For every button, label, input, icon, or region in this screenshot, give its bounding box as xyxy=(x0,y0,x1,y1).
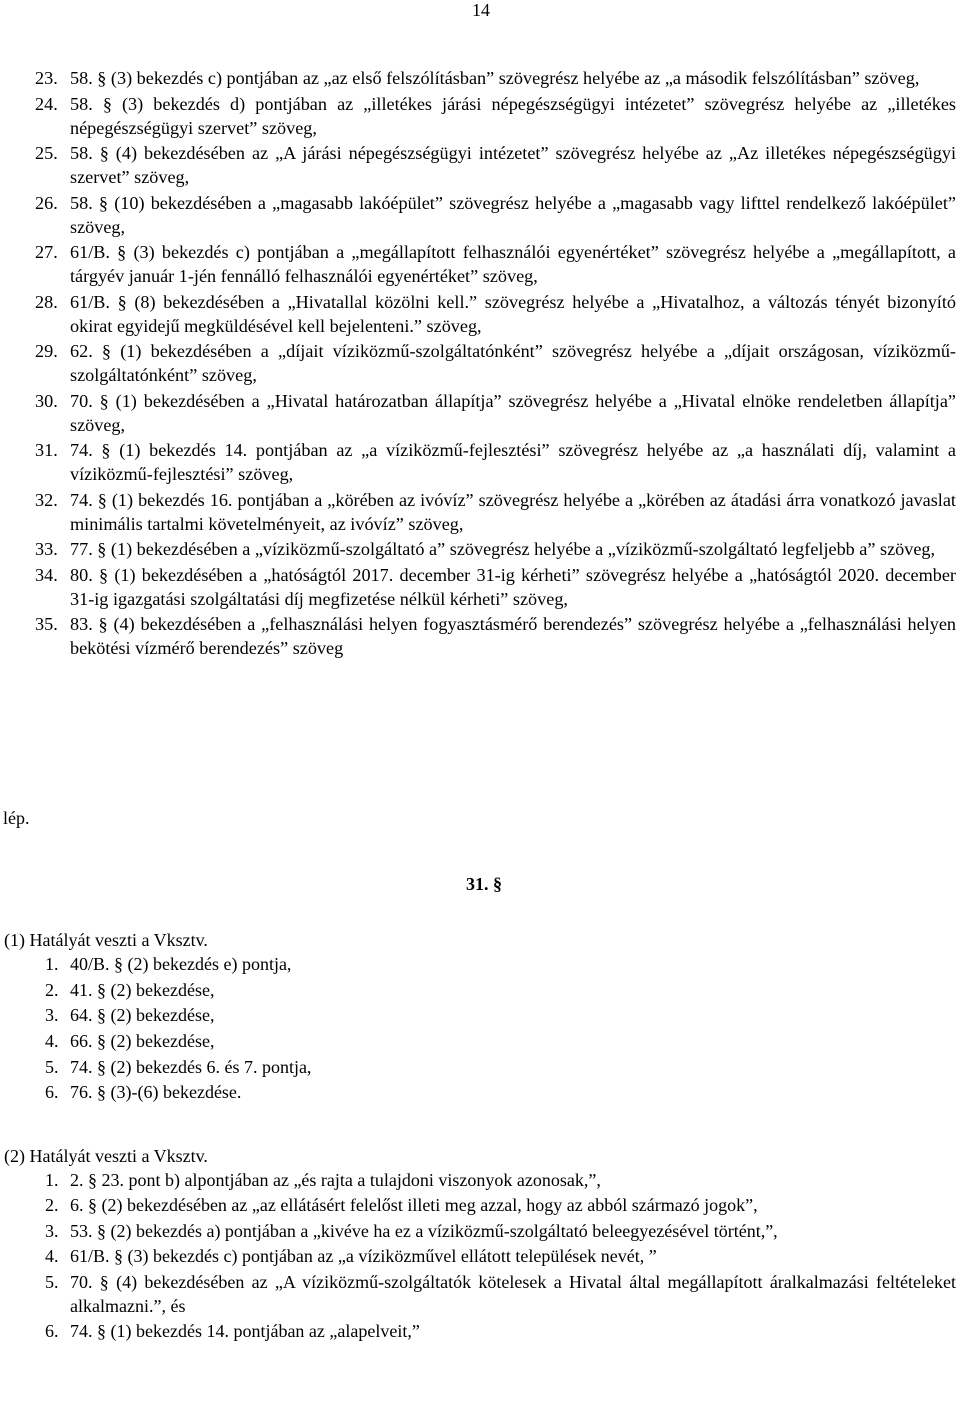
item-number: 35. xyxy=(35,614,58,634)
item-number: 1. xyxy=(45,954,59,974)
list-item xyxy=(0,1003,960,1027)
item-text: 70. § (1) bekezdésében a „Hivatal határozatban állapítja” szövegrész helyébe a „Hivatal elnöke rendeletben állapítja” szöveg, xyxy=(70,390,956,435)
item-text: 61/B. § (8) bekezdésében a „Hivatallal közölni kell.” szövegrész helyébe a „Hivatalhoz, a változás tényét bizonyító okirat egyidejű megküldésével kell bejelenteni.” szöveg, xyxy=(70,291,956,336)
list-item xyxy=(0,92,960,140)
item-number: 34. xyxy=(35,564,58,585)
item-text: 41. § (2) bekezdése, xyxy=(70,979,215,1000)
item-text: 40/B. § (2) bekezdés e) pontja, xyxy=(70,954,292,974)
item-number: 3. xyxy=(45,1220,59,1241)
item-number: 33. xyxy=(35,539,58,559)
list-item xyxy=(0,339,960,387)
item-text: 64. § (2) bekezdése, xyxy=(70,1005,215,1026)
list-item xyxy=(0,290,960,338)
item-text: 58. § (10) bekezdésében a „magasabb lakóépület” szövegrész helyébe a „magasabb vagy lifttel rendelkező lakóépület” szöveg, xyxy=(70,192,956,237)
item-number: 23. xyxy=(35,68,58,88)
item-number: 3. xyxy=(45,1005,59,1026)
item-text: 2. § 23. pont b) alpontjában az „és rajta a tulajdoni viszonyok azonosak,”, xyxy=(70,1170,601,1190)
item-text: 6. § (2) bekezdésében az „az ellátásért felelőst illeti meg azzal, hogy az abból származó jogok”, xyxy=(70,1195,758,1216)
item-text: 58. § (3) bekezdés d) pontjában az „illetékes járási népegészségügyi intézetet” szövegrész helyébe az „illetékes népegészségügyi szervet” szöveg, xyxy=(70,93,956,138)
item-text: 58. § (4) bekezdésében az „A járási népegészségügyi intézetet” szövegrész helyébe az „Az illetékes népegészségügyi szervet” szöveg, xyxy=(70,143,956,187)
item-text: 83. § (4) bekezdésében a „felhasználási helyen fogyasztásmérő berendezés” szövegrész helyébe a „felhasználási helyen bekötési vízmérő berendezés” szöveg xyxy=(70,614,956,658)
item-number: 1. xyxy=(45,1170,59,1190)
item-text: 76. § (3)-(6) bekezdése. xyxy=(70,1082,242,1103)
list-item xyxy=(0,1244,960,1268)
item-text: 74. § (1) bekezdés 16. pontjában a „körében az ivóvíz” szövegrész helyébe a „körében az átadási árra vonatkozó javaslat minimális tartalmi követelményeit, az ivóvíz” szöveg, xyxy=(70,489,956,534)
item-number: 29. xyxy=(35,341,58,361)
item-text: 74. § (2) bekezdés 6. és 7. pontja, xyxy=(70,1056,312,1077)
repeal-list xyxy=(0,952,960,1104)
list-item xyxy=(0,1219,960,1243)
item-number: 30. xyxy=(35,390,58,411)
list-item xyxy=(0,389,960,437)
repeal-paragraph-2 xyxy=(0,1144,960,1344)
section-title: 31. § xyxy=(466,874,502,894)
page-number: 14 xyxy=(472,0,490,20)
item-number: 26. xyxy=(35,192,58,213)
list-item xyxy=(0,537,960,561)
item-number: 5. xyxy=(45,1271,59,1292)
item-text: 70. § (4) bekezdésében az „A víziközmű-szolgáltatók kötelesek a Hivatal által megállapított áralkalmazási feltételeket alkalmazni.”, és xyxy=(70,1271,956,1316)
list-item xyxy=(0,1319,960,1343)
item-text: 58. § (3) bekezdés c) pontjában az „az első felszólításban” szövegrész helyébe az „a második felszólításban” szöveg, xyxy=(70,68,920,88)
list-item xyxy=(0,952,960,976)
amendment-list xyxy=(0,66,960,662)
item-number: 4. xyxy=(45,1031,59,1052)
list-item xyxy=(0,612,960,660)
lep-text: lép. xyxy=(3,808,30,828)
list-item xyxy=(0,240,960,288)
list-item xyxy=(0,488,960,536)
list-item xyxy=(0,978,960,1002)
item-text: 53. § (2) bekezdés a) pontjában a „kivéve ha ez a víziközmű-szolgáltató beleegyezésével történt,”, xyxy=(70,1220,778,1241)
list-item xyxy=(0,1168,960,1192)
item-number: 31. xyxy=(35,440,58,460)
repeal-heading: (2) Hatályát veszti a Vksztv. xyxy=(4,1146,208,1166)
list-item xyxy=(0,1270,960,1318)
item-text: 61/B. § (3) bekezdés c) pontjában a „megállapított felhasználói egyenértéket” szövegrész helyébe a „megállapított, a tárgyév január 1-jén fennálló felhasználói egyenértéket” szöveg, xyxy=(70,242,956,286)
list-item xyxy=(0,1055,960,1079)
item-text: 74. § (1) bekezdés 14. pontjában az „alapelveit,” xyxy=(70,1320,420,1341)
repeal-list xyxy=(0,1168,960,1343)
repeal-heading: (1) Hatályát veszti a Vksztv. xyxy=(4,930,208,950)
list-item xyxy=(0,1193,960,1217)
item-number: 6. xyxy=(45,1082,59,1103)
item-text: 74. § (1) bekezdés 14. pontjában az „a víziközmű-fejlesztési” szövegrész helyébe az „a használati díj, valamint a víziközmű-fejlesztési” szöveg, xyxy=(70,440,956,484)
item-number: 25. xyxy=(35,143,58,163)
item-text: 61/B. § (3) bekezdés c) pontjában az „a víziközművel ellátott települések nevét, ” xyxy=(70,1246,657,1267)
item-number: 32. xyxy=(35,489,58,510)
item-text: 80. § (1) bekezdésében a „hatóságtól 2017. december 31-ig kérheti” szövegrész helyébe a „hatóságtól 2020. december 31-ig igazgatási szolgáltatási díj megfizetése nélkül kérheti” szöveg, xyxy=(70,564,956,609)
item-number: 24. xyxy=(35,93,58,114)
item-number: 28. xyxy=(35,291,58,312)
item-text: 62. § (1) bekezdésében a „díjait víziközmű-szolgáltatónként” szövegrész helyébe a „díjait országosan, víziközmű-szolgáltatónként” szöveg, xyxy=(70,341,956,385)
item-text: 77. § (1) bekezdésében a „víziközmű-szolgáltató a” szövegrész helyébe a „víziközmű-szolgáltató legfeljebb a” szöveg, xyxy=(70,539,936,559)
list-item xyxy=(0,1080,960,1104)
item-number: 2. xyxy=(45,1195,59,1216)
item-number: 27. xyxy=(35,242,58,262)
list-item xyxy=(0,141,960,189)
list-item xyxy=(0,563,960,611)
item-number: 4. xyxy=(45,1246,59,1267)
item-number: 5. xyxy=(45,1056,59,1077)
item-text: 66. § (2) bekezdése, xyxy=(70,1031,215,1052)
list-item xyxy=(0,438,960,486)
item-number: 6. xyxy=(45,1320,59,1341)
repeal-paragraph-1 xyxy=(0,928,960,1106)
list-item xyxy=(0,1029,960,1053)
list-item xyxy=(0,191,960,239)
item-number: 2. xyxy=(45,979,59,1000)
list-item xyxy=(0,66,960,90)
